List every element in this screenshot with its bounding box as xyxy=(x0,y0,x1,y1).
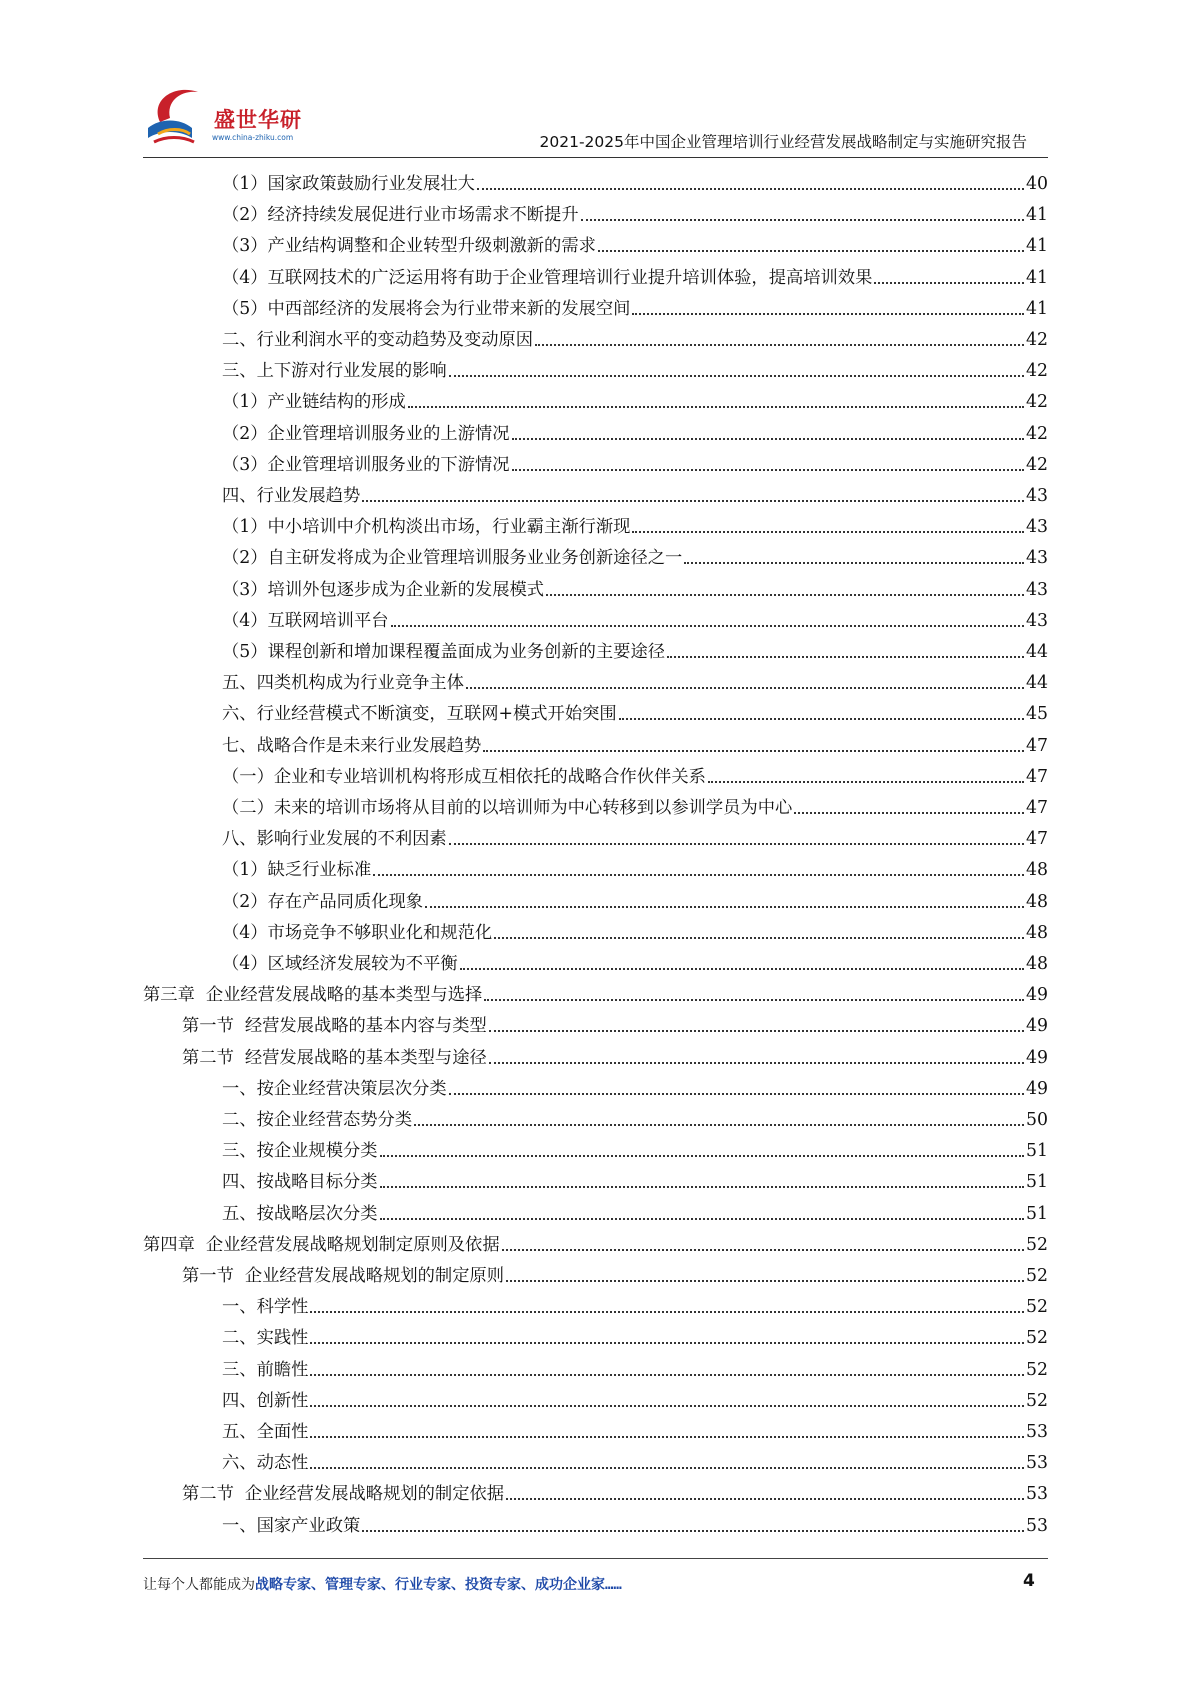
toc-entry-label: （4）互联网培训平台 xyxy=(222,610,389,631)
toc-entry-label: （4）互联网技术的广泛运用将有助于企业管理培训行业提升培训体验，提高培训效果 xyxy=(222,267,873,288)
toc-entry-label: 一、国家产业政策 xyxy=(222,1515,361,1536)
toc-entry-page: 41 xyxy=(1026,267,1048,288)
toc-entry-label: 一、科学性 xyxy=(222,1297,309,1318)
toc-entry-page: 52 xyxy=(1026,1390,1048,1411)
toc-entry-page: 53 xyxy=(1026,1453,1048,1474)
toc-entry-page: 52 xyxy=(1026,1328,1048,1349)
toc-dot-leader xyxy=(708,781,1024,783)
toc-dot-leader xyxy=(408,406,1024,408)
toc-entry-page: 51 xyxy=(1026,1203,1048,1224)
page-header xyxy=(0,0,1191,160)
toc-entry-label: 六、动态性 xyxy=(222,1453,309,1474)
toc-dot-leader xyxy=(506,1280,1024,1282)
toc-dot-leader xyxy=(425,906,1024,908)
toc-dot-leader xyxy=(874,282,1024,284)
toc-dot-leader xyxy=(373,874,1024,876)
toc-entry[interactable] xyxy=(222,818,1048,849)
footer-slogan xyxy=(143,1574,622,1594)
toc-entry-label: 第二节 经营发展战略的基本类型与途径 xyxy=(182,1047,487,1068)
toc-entry-label: 第二节 企业经营发展战略规划的制定依据 xyxy=(182,1484,505,1505)
header-divider xyxy=(143,157,1048,158)
toc-dot-leader xyxy=(310,1467,1024,1469)
toc-dot-leader xyxy=(466,687,1024,689)
toc-entry[interactable] xyxy=(222,1317,1048,1348)
toc-entry[interactable] xyxy=(222,1349,1048,1380)
toc-entry-label: （二）未来的培训市场将从目前的以培训师为中心转移到以参训学员为中心 xyxy=(222,798,793,818)
toc-entry[interactable] xyxy=(222,912,1048,943)
toc-entry-page: 43 xyxy=(1026,486,1048,506)
toc-entry[interactable] xyxy=(222,1099,1048,1130)
toc-entry-page: 47 xyxy=(1026,829,1048,850)
toc-entry-label: 第四章 企业经营发展战略规划制定原则及依据 xyxy=(143,1234,500,1255)
toc-entry[interactable] xyxy=(222,225,1048,256)
toc-dot-leader xyxy=(449,1093,1024,1095)
toc-dot-leader xyxy=(414,1124,1024,1126)
toc-entry-label: 四、行业发展趋势 xyxy=(222,486,361,506)
toc-dot-leader xyxy=(380,1186,1024,1188)
toc-entry-label: （4）区域经济发展较为不平衡 xyxy=(222,954,458,974)
toc-entry[interactable] xyxy=(222,475,1048,506)
toc-dot-leader xyxy=(380,1218,1024,1220)
toc-entry-label: 七、战略合作是未来行业发展趋势 xyxy=(222,735,482,756)
toc-dot-leader xyxy=(310,1436,1024,1438)
toc-dot-leader xyxy=(581,219,1024,221)
page-number: 4 xyxy=(1023,1571,1035,1591)
toc-entry[interactable] xyxy=(222,413,1048,444)
toc-entry-page: 42 xyxy=(1026,423,1048,444)
toc-entry-page: 52 xyxy=(1026,1359,1048,1380)
toc-entry[interactable] xyxy=(143,1224,1048,1255)
toc-entry[interactable] xyxy=(222,506,1048,537)
toc-dot-leader xyxy=(506,1498,1024,1500)
toc-entry[interactable] xyxy=(222,257,1048,288)
toc-dot-leader xyxy=(546,594,1024,596)
toc-dot-leader xyxy=(684,562,1024,564)
toc-entry-page: 41 xyxy=(1026,205,1048,226)
toc-entry[interactable] xyxy=(222,194,1048,225)
toc-entry[interactable] xyxy=(182,1005,1048,1036)
toc-entry-page: 43 xyxy=(1026,548,1048,569)
toc-entry-label: 五、全面性 xyxy=(222,1422,309,1442)
toc-entry-page: 48 xyxy=(1026,954,1048,974)
toc-entry-page: 47 xyxy=(1026,798,1048,818)
toc-entry-page: 45 xyxy=(1026,704,1048,725)
toc-entry-page: 49 xyxy=(1026,1047,1048,1068)
toc-entry-page: 48 xyxy=(1026,922,1048,943)
toc-entry[interactable] xyxy=(182,1473,1048,1504)
toc-entry[interactable] xyxy=(222,381,1048,412)
toc-entry[interactable] xyxy=(222,1411,1048,1442)
toc-dot-leader xyxy=(632,313,1024,315)
toc-entry[interactable] xyxy=(222,288,1048,319)
toc-entry-page: 43 xyxy=(1026,517,1048,538)
footer-divider xyxy=(143,1558,1048,1559)
toc-entry[interactable] xyxy=(143,974,1048,1005)
toc-entry-label: 六、行业经营模式不断演变，互联网+模式开始突围 xyxy=(222,704,617,725)
toc-entry-label: （3）产业结构调整和企业转型升级刺激新的需求 xyxy=(222,236,596,257)
toc-entry[interactable] xyxy=(182,1255,1048,1286)
toc-entry-label: 一、按企业经营决策层次分类 xyxy=(222,1078,447,1099)
toc-entry[interactable] xyxy=(222,849,1048,880)
toc-entry-page: 49 xyxy=(1026,1078,1048,1099)
toc-entry-page: 53 xyxy=(1026,1515,1048,1536)
toc-entry-page: 42 xyxy=(1026,330,1048,350)
toc-entry[interactable] xyxy=(222,537,1048,568)
toc-entry-label: （2）存在产品同质化现象 xyxy=(222,891,424,912)
toc-dot-leader xyxy=(484,999,1024,1001)
toc-entry[interactable] xyxy=(222,319,1048,350)
logo-wordmark: 盛世华研 xyxy=(214,108,302,132)
toc-entry-page: 53 xyxy=(1026,1422,1048,1442)
toc-entry-label: （3）企业管理培训服务业的下游情况 xyxy=(222,454,510,475)
toc-dot-leader xyxy=(310,1342,1024,1344)
toc-entry-page: 53 xyxy=(1026,1484,1048,1505)
toc-entry[interactable] xyxy=(222,1193,1048,1224)
toc-entry-label: （3）培训外包逐步成为企业新的发展模式 xyxy=(222,579,545,600)
toc-entry-label: （1）缺乏行业标准 xyxy=(222,860,372,881)
toc-entry-page: 52 xyxy=(1026,1234,1048,1255)
toc-dot-leader xyxy=(449,843,1024,845)
toc-entry-label: 四、按战略目标分类 xyxy=(222,1172,378,1193)
toc-dot-leader xyxy=(619,718,1024,720)
toc-entry[interactable] xyxy=(222,600,1048,631)
toc-entry-page: 50 xyxy=(1026,1110,1048,1130)
toc-entry-label: 四、创新性 xyxy=(222,1390,309,1411)
toc-dot-leader xyxy=(310,1311,1024,1313)
toc-dot-leader xyxy=(362,500,1024,502)
logo-url: www.china-zhiku.com xyxy=(212,133,294,142)
toc-entry-page: 49 xyxy=(1026,985,1048,1006)
toc-dot-leader xyxy=(449,375,1024,377)
toc-entry-page: 44 xyxy=(1026,673,1048,694)
toc-entry-page: 47 xyxy=(1026,766,1048,787)
toc-entry[interactable] xyxy=(222,756,1048,787)
toc-entry[interactable] xyxy=(222,1442,1048,1473)
toc-entry-page: 42 xyxy=(1026,361,1048,382)
toc-entry-page: 51 xyxy=(1026,1141,1048,1162)
toc-entry-label: 二、实践性 xyxy=(222,1328,309,1349)
toc-entry-page: 42 xyxy=(1026,454,1048,475)
toc-entry-label: （5）课程创新和增加课程覆盖面成为业务创新的主要途径 xyxy=(222,642,666,662)
toc-entry[interactable] xyxy=(222,1286,1048,1317)
toc-dot-leader xyxy=(535,344,1024,346)
toc-entry-label: （1）中小培训中介机构淡出市场，行业霸主渐行渐现 xyxy=(222,517,631,538)
toc-dot-leader xyxy=(460,968,1024,970)
toc-entry-label: （2）经济持续发展促进行业市场需求不断提升 xyxy=(222,205,579,226)
toc-entry-label: 第三章 企业经营发展战略的基本类型与选择 xyxy=(143,985,483,1006)
toc-dot-leader xyxy=(489,1030,1024,1032)
toc-dot-leader xyxy=(380,1155,1024,1157)
toc-entry-page: 52 xyxy=(1026,1266,1048,1286)
toc-entry-label: 二、行业利润水平的变动趋势及变动原因 xyxy=(222,330,534,350)
toc-dot-leader xyxy=(512,438,1025,440)
toc-dot-leader xyxy=(667,656,1024,658)
toc-entry-label: （2）企业管理培训服务业的上游情况 xyxy=(222,423,510,444)
toc-entry[interactable] xyxy=(182,1037,1048,1068)
toc-entry-page: 49 xyxy=(1026,1016,1048,1037)
toc-entry[interactable] xyxy=(222,444,1048,475)
toc-entry[interactable] xyxy=(222,881,1048,912)
slogan-highlight: 战略专家、管理专家、行业专家、投资专家、成功企业家…… xyxy=(255,1577,622,1593)
toc-dot-leader xyxy=(489,1062,1024,1064)
toc-entry-page: 47 xyxy=(1026,735,1048,756)
toc-entry[interactable] xyxy=(222,693,1048,724)
toc-entry-label: 第一节 企业经营发展战略规划的制定原则 xyxy=(182,1266,505,1286)
toc-entry-page: 40 xyxy=(1026,174,1048,194)
toc-entry[interactable] xyxy=(222,943,1048,974)
toc-entry[interactable] xyxy=(222,1068,1048,1099)
toc-entry-page: 41 xyxy=(1026,236,1048,257)
toc-entry-page: 48 xyxy=(1026,860,1048,881)
toc-entry[interactable] xyxy=(222,787,1048,818)
toc-entry-label: 二、按企业经营态势分类 xyxy=(222,1110,413,1130)
toc-entry[interactable] xyxy=(222,1161,1048,1192)
toc-dot-leader xyxy=(362,1530,1024,1532)
toc-entry-page: 43 xyxy=(1026,579,1048,600)
toc-entry-page: 43 xyxy=(1026,610,1048,631)
report-title: 2021-2025年中国企业管理培训行业经营发展战略制定与实施研究报告 xyxy=(539,133,1027,151)
toc-entry-page: 41 xyxy=(1026,298,1048,319)
toc-entry-label: 三、上下游对行业发展的影响 xyxy=(222,361,447,382)
toc-dot-leader xyxy=(494,937,1024,939)
toc-entry-page: 44 xyxy=(1026,642,1048,662)
toc-dot-leader xyxy=(794,812,1024,814)
toc-entry-page: 52 xyxy=(1026,1297,1048,1318)
toc-entry-page: 51 xyxy=(1026,1172,1048,1193)
toc-dot-leader xyxy=(391,625,1024,627)
toc-entry[interactable] xyxy=(222,725,1048,756)
toc-dot-leader xyxy=(502,1249,1024,1251)
toc-entry-label: （2）自主研发将成为企业管理培训服务业业务创新途径之一 xyxy=(222,548,683,569)
toc-dot-leader xyxy=(632,531,1024,533)
toc-entry-label: （1）产业链结构的形成 xyxy=(222,392,406,413)
toc-dot-leader xyxy=(477,188,1024,190)
toc-entry[interactable] xyxy=(222,163,1048,194)
toc-entry[interactable] xyxy=(222,350,1048,381)
toc-entry[interactable] xyxy=(222,1130,1048,1161)
toc-entry-label: 八、影响行业发展的不利因素 xyxy=(222,829,447,850)
toc-entry-label: 三、前瞻性 xyxy=(222,1359,309,1380)
toc-entry-label: （1）国家政策鼓励行业发展壮大 xyxy=(222,174,475,194)
toc-entry-label: 第一节 经营发展战略的基本内容与类型 xyxy=(182,1016,487,1037)
slogan-prefix: 让每个人都能成为 xyxy=(143,1577,255,1593)
toc-entry[interactable] xyxy=(222,662,1048,693)
toc-entry-label: 五、按战略层次分类 xyxy=(222,1203,378,1224)
toc-entry-label: （4）市场竞争不够职业化和规范化 xyxy=(222,922,493,943)
toc-dot-leader xyxy=(310,1374,1024,1376)
toc-entry-label: 五、四类机构成为行业竞争主体 xyxy=(222,673,464,694)
toc-entry-label: 三、按企业规模分类 xyxy=(222,1141,378,1162)
toc-dot-leader xyxy=(310,1405,1024,1407)
toc-entry-label: （一）企业和专业培训机构将形成互相依托的战略合作伙伴关系 xyxy=(222,766,706,787)
toc-dot-leader xyxy=(512,469,1025,471)
toc-dot-leader xyxy=(483,750,1024,752)
toc-entry[interactable] xyxy=(222,569,1048,600)
toc-entry[interactable] xyxy=(222,631,1048,662)
toc-dot-leader xyxy=(598,250,1024,252)
toc-entry[interactable] xyxy=(222,1505,1048,1536)
toc-entry[interactable] xyxy=(222,1380,1048,1411)
toc-entry-label: （5）中西部经济的发展将会为行业带来新的发展空间 xyxy=(222,298,631,319)
toc-entry-page: 48 xyxy=(1026,891,1048,912)
toc-entry-page: 42 xyxy=(1026,392,1048,413)
